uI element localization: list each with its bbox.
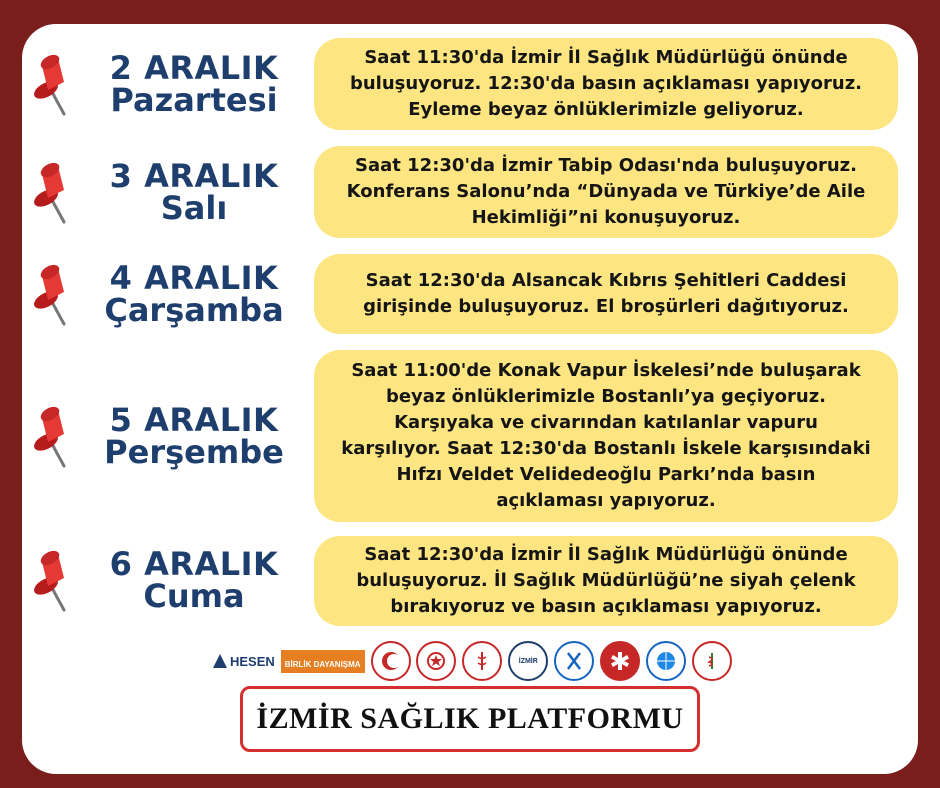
izmir-logo: İZMİR (508, 641, 548, 681)
date-text: 3 ARALIK (109, 157, 279, 195)
day-label (84, 259, 304, 329)
event-description (314, 350, 898, 522)
date-text: 4 ARALIK (109, 259, 279, 297)
event-line: Eyleme beyaz önlüklerimizle geliyoruz. (408, 99, 804, 120)
event-line: açıklaması yapıyoruz. (496, 490, 716, 511)
event-line: Saat 11:30'da İzmir İl Sağlık Müdürlüğü önünde (364, 47, 848, 68)
globe-icon (654, 649, 678, 673)
event-line: buluşuyoruz. 12:30'da basın açıklaması yapıyoruz. (349, 73, 863, 94)
event-line: Hıfzı Veldet Velidedeoğlu Parkı’nda basın (396, 464, 816, 485)
schedule-row (22, 144, 918, 240)
emblem-icon (562, 649, 586, 673)
date-text: 6 ARALIK (109, 545, 279, 583)
event-line: Saat 11:00'de Konak Vapur İskelesi’nde buluşarak (351, 360, 861, 381)
day-label (84, 49, 304, 119)
weekday-text: Cuma (143, 577, 245, 615)
event-line: bırakıyoruz ve basın açıklaması yapıyoruz. (390, 596, 822, 617)
event-line: Karşıyaka ve civarından katılanlar vapuru (394, 412, 818, 433)
pushpin-icon (32, 406, 78, 468)
event-description (314, 254, 898, 334)
rod-icon (700, 649, 724, 673)
crescent-logo (371, 641, 411, 681)
event-line: Konferans Salonu’nda “Dünyada ve Türkiye’de Aile (346, 181, 866, 202)
day-label (84, 157, 304, 227)
flag-logo (416, 641, 456, 681)
birlik-dayanisma-logo: BİRLİK DAYANIŞMA (281, 650, 365, 673)
event-line: Saat 12:30'da Alsancak Kıbrıs Şehitleri Caddesi (365, 270, 847, 291)
medical-logo (462, 641, 502, 681)
blue-emblem-logo (554, 641, 594, 681)
event-line: buluşuyoruz. İl Sağlık Müdürlüğü’ne siyah çelenk (356, 570, 856, 591)
event-line: Hekimliği”ni konuşuyoruz. (471, 207, 741, 228)
event-line: Saat 12:30'da İzmir Tabip Odası'nda buluşuyoruz. (355, 155, 857, 176)
date-text: 5 ARALIK (109, 401, 279, 439)
triangle-icon (212, 653, 228, 669)
pushpin-icon (32, 54, 78, 116)
pushpin-icon (32, 264, 78, 326)
date-text: 2 ARALIK (109, 49, 279, 87)
event-line: girişinde buluşuyoruz. El broşürleri dağıtıyoruz. (363, 296, 849, 317)
event-line: karşılıyor. Saat 12:30'da Bostanlı İskele karşısındaki (341, 438, 871, 459)
flag-icon (424, 649, 448, 673)
day-label (84, 545, 304, 615)
star-of-life-logo (600, 641, 640, 681)
hesen-logo: HESEN (212, 653, 275, 669)
crescent-icon (379, 649, 403, 673)
star-of-life-icon (608, 649, 632, 673)
event-description (314, 146, 898, 238)
weekday-text: Salı (160, 189, 228, 227)
event-line: Saat 12:30'da İzmir İl Sağlık Müdürlüğü önünde (364, 544, 848, 565)
weekday-text: Pazartesi (110, 81, 278, 119)
schedule-row (22, 36, 918, 132)
weekday-text: Çarşamba (104, 291, 284, 329)
globe-logo (646, 641, 686, 681)
schedule-card (22, 24, 918, 774)
schedule-row (22, 252, 918, 336)
schedule-row (22, 348, 918, 524)
day-label (84, 401, 304, 471)
health-emblem-logo (692, 641, 732, 681)
event-description (314, 536, 898, 626)
platform-title: İZMİR SAĞLIK PLATFORMU (240, 686, 700, 752)
pushpin-icon (32, 162, 78, 224)
weekday-text: Perşembe (104, 433, 284, 471)
partner-logos (212, 636, 732, 686)
event-line: beyaz önlüklerimizle Bostanlı’ya geçiyoruz. (385, 386, 827, 407)
caduceus-icon (470, 649, 494, 673)
schedule-row (22, 534, 918, 628)
event-description (314, 38, 898, 130)
pushpin-icon (32, 550, 78, 612)
